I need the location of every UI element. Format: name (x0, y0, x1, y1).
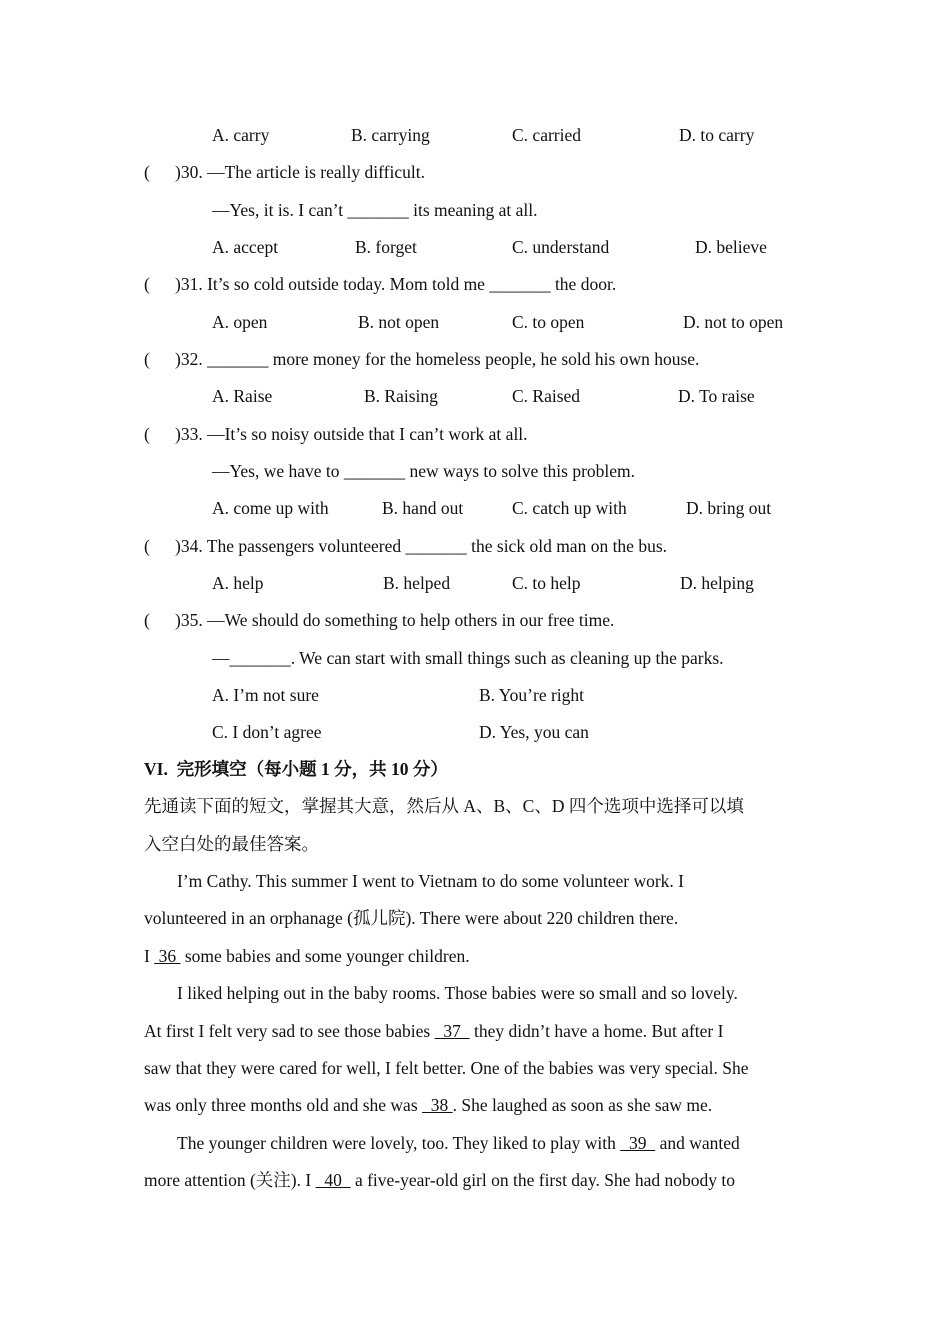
q35-option-b: B. You’re right (479, 685, 585, 705)
q34-stem: )34. The passengers volunteered _______ the sick old man on the bus. (175, 536, 668, 556)
q31-option-b: B. not open (358, 312, 440, 332)
q35-option-a: A. I’m not sure (212, 685, 319, 705)
q31-stem: )31. It’s so cold outside today. Mom told me _______ the door. (175, 274, 617, 294)
answer-paren: ( (144, 610, 150, 630)
q32-stem: )32. _______ more money for the homeless people, he sold his own house. (175, 349, 700, 369)
q30-option-c: C. understand (512, 237, 610, 257)
instruction-line-1: 先通读下面的短文，掌握其大意，然后从 A、B、C、D 四个选项中选择可以填 (144, 796, 744, 816)
blank-40: 40 (315, 1170, 351, 1190)
answer-paren: ( (144, 424, 150, 444)
answer-paren: ( (144, 536, 150, 556)
q33-option-c: C. catch up with (512, 498, 627, 518)
passage-line: I liked helping out in the baby rooms. Those babies were so small and so lovely. (177, 983, 738, 1003)
passage-text: I (144, 946, 155, 966)
q30-reply: —Yes, it is. I can’t _______ its meaning at all. (212, 200, 538, 220)
passage-text: some babies and some younger children. (180, 946, 470, 966)
blank-39: 39 (620, 1133, 656, 1153)
q29-option-a: A. carry (212, 125, 270, 145)
blank-37: 37 (434, 1021, 470, 1041)
q34-option-a: A. help (212, 573, 264, 593)
q30-stem: )30. —The article is really difficult. (175, 162, 425, 182)
q29-option-d: D. to carry (679, 125, 755, 145)
q35-option-c: C. I don’t agree (212, 722, 322, 742)
blank-38: 38 (422, 1095, 453, 1115)
q31-option-a: A. open (212, 312, 268, 332)
passage-text: a five-year-old girl on the first day. She had nobody to (350, 1170, 735, 1190)
q32-option-d: D. To raise (678, 386, 755, 406)
q30-option-b: B. forget (355, 237, 417, 257)
blank-36: 36 (154, 946, 181, 966)
q35-stem: )35. —We should do something to help others in our free time. (175, 610, 615, 630)
q33-reply: —Yes, we have to _______ new ways to solve this problem. (212, 461, 636, 481)
q34-option-d: D. helping (680, 573, 754, 593)
section-heading: VI. 完形填空（每小题 1 分，共 10 分） (144, 759, 448, 779)
passage-text: . She laughed as soon as she saw me. (452, 1095, 713, 1115)
q33-stem: )33. —It’s so noisy outside that I can’t work at all. (175, 424, 528, 444)
q35-option-d: D. Yes, you can (479, 722, 589, 742)
q35-reply: —_______. We can start with small things such as cleaning up the parks. (212, 648, 724, 668)
q30-option-d: D. believe (695, 237, 767, 257)
passage-text: they didn’t have a home. But after I (469, 1021, 724, 1041)
q34-option-c: C. to help (512, 573, 581, 593)
q32-option-b: B. Raising (364, 386, 438, 406)
answer-paren: ( (144, 162, 150, 182)
passage-line: volunteered in an orphanage (孤儿院). There were about 220 children there. (144, 908, 679, 928)
passage-line: saw that they were cared for well, I felt better. One of the babies was very special. She (144, 1058, 749, 1078)
answer-paren: ( (144, 274, 150, 294)
passage-line (144, 1021, 723, 1041)
passage-text: At first I felt very sad to see those babies (144, 1021, 435, 1041)
passage-line: I’m Cathy. This summer I went to Vietnam to do some volunteer work. I (177, 871, 685, 891)
q29-option-b: B. carrying (351, 125, 430, 145)
q33-option-b: B. hand out (382, 498, 464, 518)
passage-line (177, 1133, 740, 1153)
passage-text: The younger children were lovely, too. They liked to play with (177, 1133, 621, 1153)
passage-text: was only three months old and she was (144, 1095, 423, 1115)
passage-line (144, 1095, 712, 1115)
q31-option-d: D. not to open (683, 312, 784, 332)
q30-option-a: A. accept (212, 237, 279, 257)
passage-text: and wanted (655, 1133, 740, 1153)
passage-line (144, 1170, 735, 1190)
q32-option-c: C. Raised (512, 386, 581, 406)
passage-line (144, 946, 470, 966)
q33-option-d: D. bring out (686, 498, 772, 518)
passage-text: more attention (关注). I (144, 1170, 316, 1190)
q31-option-c: C. to open (512, 312, 585, 332)
answer-paren: ( (144, 349, 150, 369)
q34-option-b: B. helped (383, 573, 451, 593)
q33-option-a: A. come up with (212, 498, 329, 518)
q29-option-c: C. carried (512, 125, 581, 145)
instruction-line-2: 入空白处的最佳答案。 (144, 834, 319, 854)
q32-option-a: A. Raise (212, 386, 273, 406)
